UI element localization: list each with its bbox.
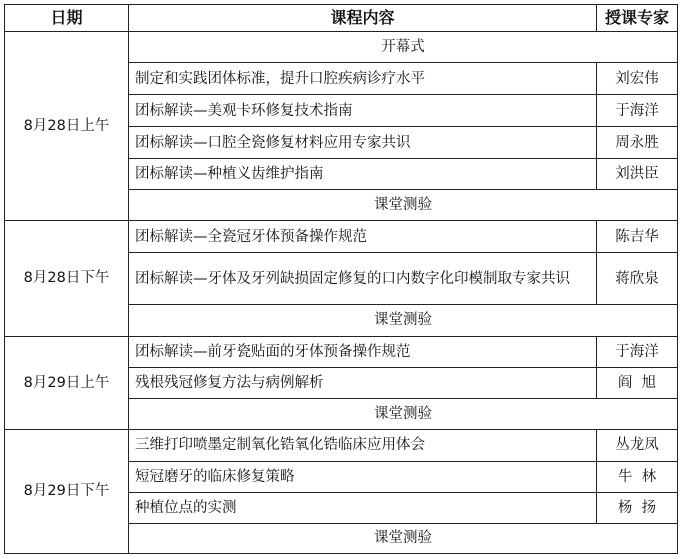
course-topic: 团标解读—种植义齿维护指南 [129,159,597,190]
course-topic: 团标解读—口腔全瓷修复材料应用专家共识 [129,127,597,159]
session-date: 8月29日下午 [5,429,129,553]
quiz-row: 课堂测验 [129,190,678,221]
header-row [5,5,678,32]
session-date: 8月29日上午 [5,336,129,429]
opening-ceremony: 开幕式 [129,32,678,63]
course-topic: 团标解读—前牙瓷贴面的牙体预备操作规范 [129,336,597,367]
header-expert: 授课专家 [597,5,678,32]
table-row [5,221,678,253]
course-topic: 制定和实践团体标准，提升口腔疾病诊疗水平 [129,63,597,95]
schedule-table [4,4,678,554]
course-expert: 蒋欣泉 [597,253,678,305]
course-expert: 于海洋 [597,336,678,367]
table-row [5,32,678,63]
course-expert: 丛龙凤 [597,429,678,461]
course-topic: 团标解读—牙体及牙列缺损固定修复的口内数字化印模制取专家共识 [129,253,597,305]
course-topic: 种植位点的实测 [129,492,597,523]
course-expert: 刘洪臣 [597,159,678,190]
course-topic: 短冠磨牙的临床修复策略 [129,461,597,492]
course-topic: 团标解读—美观卡环修复技术指南 [129,95,597,127]
quiz-row: 课堂测验 [129,523,678,553]
course-expert: 刘宏伟 [597,63,678,95]
session-date: 8月28日上午 [5,32,129,221]
quiz-row: 课堂测验 [129,305,678,336]
course-expert: 牛 林 [597,461,678,492]
course-expert: 杨 扬 [597,492,678,523]
header-content: 课程内容 [129,5,597,32]
course-expert: 周永胜 [597,127,678,159]
quiz-row: 课堂测验 [129,398,678,429]
table-row [5,336,678,367]
session-date: 8月28日下午 [5,221,129,336]
course-expert: 阎 旭 [597,367,678,398]
course-expert: 于海洋 [597,95,678,127]
course-expert: 陈吉华 [597,221,678,253]
table-row [5,429,678,461]
course-topic: 三维打印喷墨定制氧化锆氧化锆临床应用体会 [129,429,597,461]
course-topic: 残根残冠修复方法与病例解析 [129,367,597,398]
header-date: 日期 [5,5,129,32]
course-topic: 团标解读—全瓷冠牙体预备操作规范 [129,221,597,253]
